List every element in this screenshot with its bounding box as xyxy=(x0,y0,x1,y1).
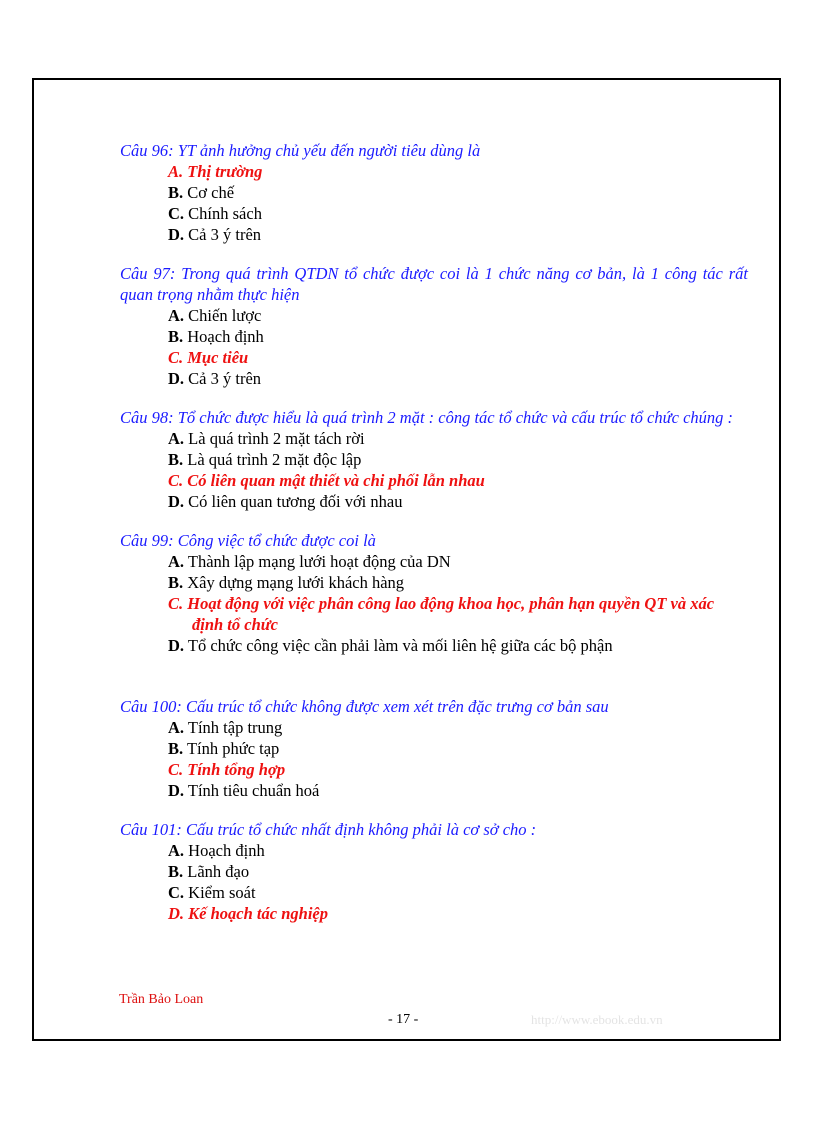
option-text: Là quá trình 2 mặt tách rời xyxy=(184,429,365,448)
options-list xyxy=(120,305,748,389)
page-number: - 17 - xyxy=(388,1012,419,1027)
option-text: Hoạt động với việc phân công lao động khoa học, phân hạn quyền QT và xác định tổ chức xyxy=(183,594,715,634)
option-text: Chính sách xyxy=(184,204,262,223)
option-c xyxy=(168,203,748,224)
option-text: Là quá trình 2 mặt độc lập xyxy=(183,450,362,469)
option-a xyxy=(168,428,748,449)
question-99 xyxy=(120,530,748,656)
option-a xyxy=(168,717,748,738)
option-letter: B. xyxy=(168,862,184,881)
option-text: Cả 3 ý trên xyxy=(184,369,262,388)
question-97 xyxy=(120,263,748,389)
option-text: Thị trường xyxy=(183,162,263,181)
option-letter: C. xyxy=(168,760,184,779)
option-text: Tính tiêu chuẩn hoá xyxy=(184,781,320,800)
question-100 xyxy=(120,696,748,801)
option-letter: A. xyxy=(168,306,185,325)
option-letter: B. xyxy=(168,739,184,758)
option-a-correct xyxy=(168,161,748,182)
option-text: Xây dựng mạng lưới khách hàng xyxy=(183,573,405,592)
options-list xyxy=(120,551,748,656)
option-letter: D. xyxy=(168,636,185,655)
option-text: Lãnh đạo xyxy=(183,862,250,881)
option-text: Cơ chế xyxy=(183,183,235,202)
option-text: Tổ chức công việc cần phải làm và mối liên hệ giữa các bộ phận xyxy=(184,636,613,655)
option-d-correct xyxy=(168,903,748,924)
options-list xyxy=(120,840,748,924)
question-title: Câu 98: Tổ chức được hiểu là quá trình 2 mặt : công tác tổ chức và cấu trúc tổ chức chúng : xyxy=(120,408,734,427)
option-letter: A. xyxy=(168,841,185,860)
option-text: Kiểm soát xyxy=(184,883,256,902)
option-text: Kế hoạch tác nghiệp xyxy=(184,904,328,923)
option-letter: B. xyxy=(168,450,184,469)
option-text: Tính tập trung xyxy=(184,718,283,737)
option-letter: B. xyxy=(168,327,184,346)
option-b xyxy=(168,738,748,759)
option-letter: C. xyxy=(168,204,185,223)
option-d xyxy=(168,780,748,801)
option-letter: D. xyxy=(168,369,185,388)
option-text: Thành lập mạng lưới hoạt động của DN xyxy=(184,552,451,571)
option-letter: C. xyxy=(168,348,184,367)
options-list xyxy=(120,717,748,801)
option-b xyxy=(168,182,748,203)
option-c-correct xyxy=(168,593,748,635)
option-letter: D. xyxy=(168,225,185,244)
option-letter: A. xyxy=(168,162,184,181)
option-b xyxy=(168,572,748,593)
question-101 xyxy=(120,819,748,924)
option-text: Mục tiêu xyxy=(183,348,249,367)
option-letter: C. xyxy=(168,471,184,490)
option-text: Có liên quan tương đối với nhau xyxy=(184,492,403,511)
question-96 xyxy=(120,140,748,245)
option-a xyxy=(168,840,748,861)
option-text: Tính tổng hợp xyxy=(183,760,286,779)
option-a xyxy=(168,305,748,326)
option-c-correct xyxy=(168,347,748,368)
option-text: Hoạch định xyxy=(184,841,265,860)
option-text: Tính phức tạp xyxy=(183,739,280,758)
option-letter: B. xyxy=(168,183,184,202)
option-c xyxy=(168,882,748,903)
option-letter: A. xyxy=(168,718,185,737)
option-d xyxy=(168,491,748,512)
option-d xyxy=(168,368,748,389)
question-title: Câu 99: Công việc tổ chức được coi là xyxy=(120,531,376,550)
option-letter: D. xyxy=(168,781,185,800)
option-text: Có liên quan mật thiết và chi phối lẫn nhau xyxy=(183,471,485,490)
option-letter: A. xyxy=(168,552,185,571)
option-letter: C. xyxy=(168,883,185,902)
question-title: Câu 97: Trong quá trình QTDN tổ chức được coi là 1 chức năng cơ bản, là 1 công tác rất quan trọng nhằm thực hiện xyxy=(120,264,748,304)
watermark-url: http://www.ebook.edu.vn xyxy=(531,1012,663,1027)
option-letter: B. xyxy=(168,573,184,592)
option-b xyxy=(168,449,748,470)
option-c-correct xyxy=(168,759,748,780)
question-title: Câu 96: YT ảnh hưởng chủ yếu đến người tiêu dùng là xyxy=(120,141,481,160)
option-d xyxy=(168,635,748,656)
option-text: Chiến lược xyxy=(184,306,262,325)
options-list xyxy=(120,428,748,512)
option-b xyxy=(168,326,748,347)
question-98 xyxy=(120,407,748,512)
option-a xyxy=(168,551,748,572)
question-title: Câu 100: Cấu trúc tổ chức không được xem xét trên đặc trưng cơ bản sau xyxy=(120,697,609,716)
option-letter: C. xyxy=(168,594,184,613)
option-letter: A. xyxy=(168,429,185,448)
option-d xyxy=(168,224,748,245)
option-letter: D. xyxy=(168,904,185,923)
quiz-content xyxy=(120,140,748,942)
option-letter: D. xyxy=(168,492,185,511)
options-list xyxy=(120,161,748,245)
option-text: Cả 3 ý trên xyxy=(184,225,262,244)
question-title: Câu 101: Cấu trúc tổ chức nhất định không phải là cơ sở cho : xyxy=(120,820,537,839)
option-b xyxy=(168,861,748,882)
option-text: Hoạch định xyxy=(183,327,264,346)
footer-author: Trần Bảo Loan xyxy=(119,992,204,1007)
option-c-correct xyxy=(168,470,748,491)
